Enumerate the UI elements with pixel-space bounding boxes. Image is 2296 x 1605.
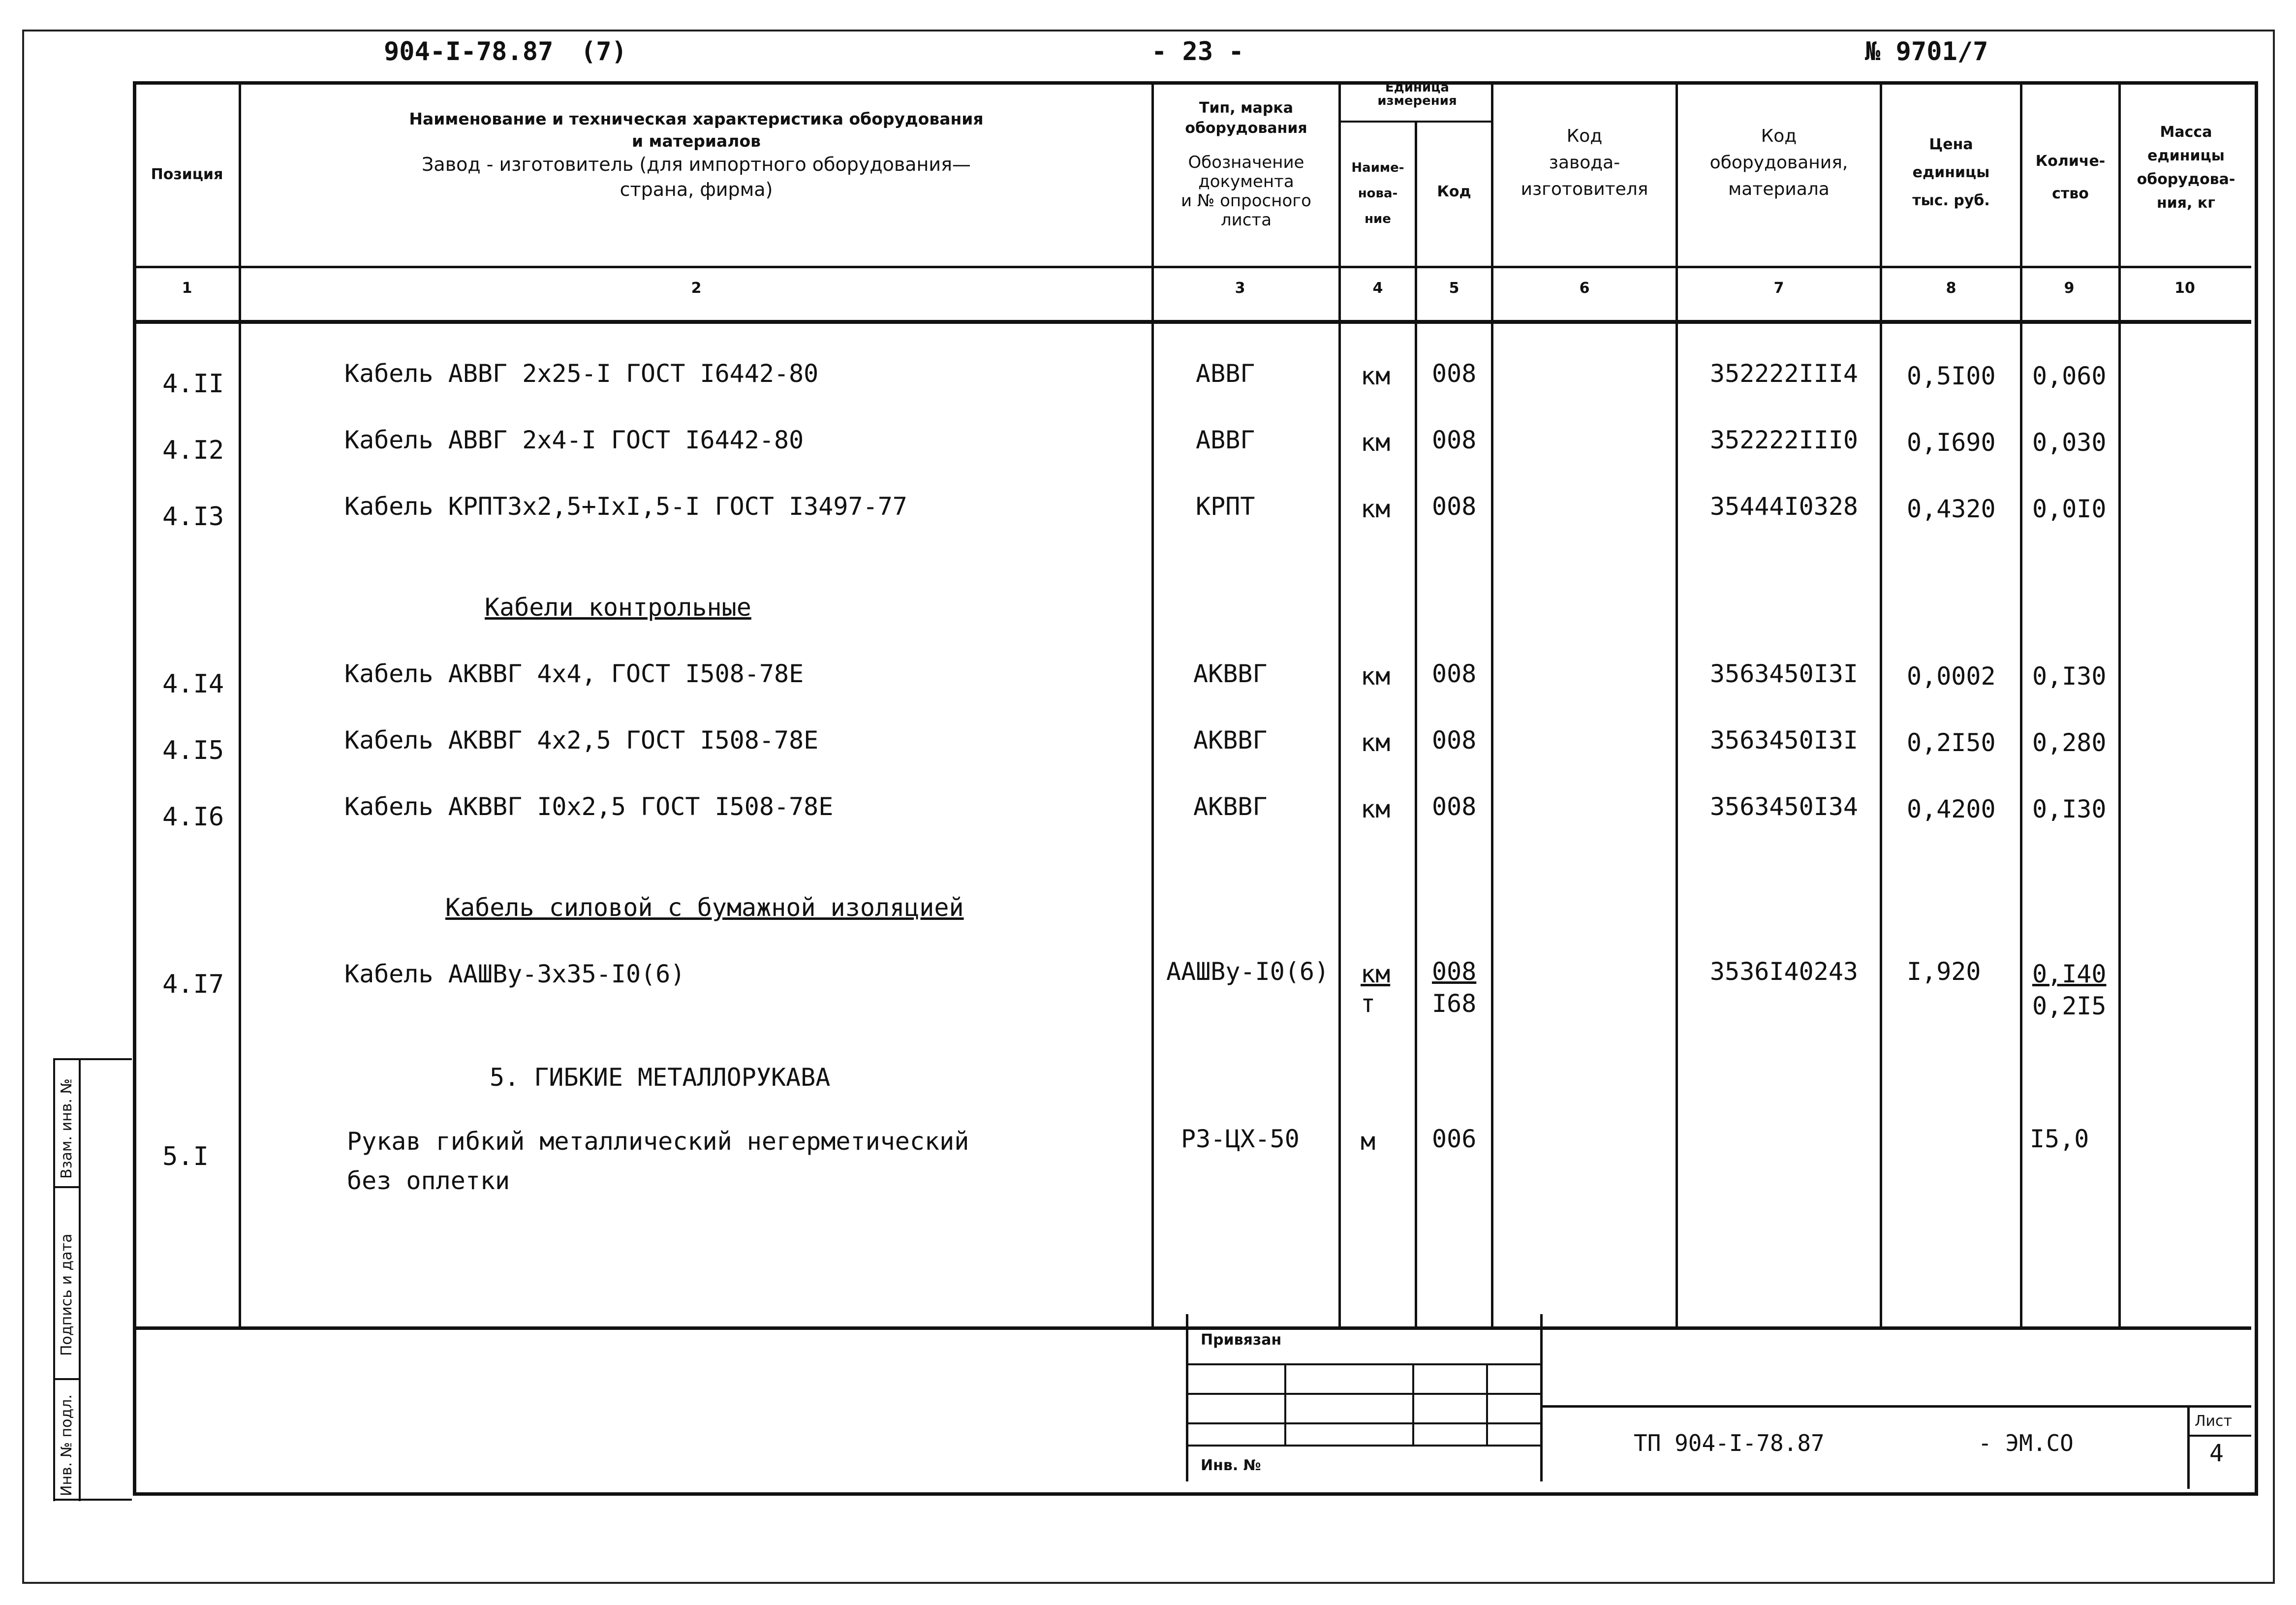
row-unit-2: т — [1361, 989, 1376, 1018]
header-type-l1: Тип, марка — [1199, 99, 1293, 117]
header-price — [1882, 130, 2020, 215]
row-type: АКВВГ — [1193, 726, 1268, 755]
title-suffix: - ЭМ.СО — [1978, 1430, 2074, 1456]
row-qty: 0,060 — [2032, 362, 2107, 390]
header-unit-code: Код — [1437, 183, 1471, 200]
row-pos: 4.II — [162, 369, 224, 399]
side-strip-top — [53, 1058, 132, 1060]
header-line — [133, 266, 2251, 268]
header-material-code-l2: оборудования, — [1709, 153, 1848, 173]
side-replace-inv: Взам. инв. № — [58, 1078, 75, 1179]
row-matcode: 3563450I34 — [1710, 792, 1859, 821]
stamp-right-border — [1540, 1314, 1543, 1481]
row-type: АКВВГ — [1193, 792, 1268, 821]
row-name: Кабель АВВГ 2х25-I ГОСТ I6442-80 — [344, 359, 819, 388]
row-type: ААШВу-I0(6) — [1166, 957, 1330, 986]
row-price: 0,5I00 — [1907, 362, 1996, 390]
row-code: 008 — [1432, 359, 1477, 388]
col-sep-4 — [1415, 121, 1417, 1326]
header-position: Позиция — [151, 166, 223, 183]
header-price-l2: единицы — [1912, 164, 1990, 181]
row-matcode: 352222III4 — [1710, 359, 1859, 388]
row-unit: км — [1361, 362, 1391, 390]
side-strip-right — [79, 1058, 81, 1501]
row-pos: 4.I5 — [162, 736, 224, 765]
header-name-l2: и материалов — [631, 131, 761, 151]
header-unit-group: Единица измерения — [1377, 80, 1457, 109]
header-qty-l1: Количе- — [2035, 153, 2106, 170]
row-code: 008 — [1432, 957, 1477, 986]
row-unit: км — [1361, 662, 1391, 691]
sheet-box-border — [2187, 1405, 2190, 1489]
row-unit: км — [1361, 495, 1391, 523]
header-type — [1154, 98, 1338, 230]
side-original-inv: Инв. № подл. — [58, 1394, 75, 1496]
header-mass-l1: Масса — [2160, 124, 2212, 141]
row-pos: 5.I — [162, 1142, 209, 1171]
header-unit-name-l2: нова- — [1358, 186, 1398, 201]
row-type: Р3-ЦХ-50 — [1181, 1125, 1300, 1153]
doc-designation: 904-I-78.87 — [384, 37, 554, 66]
row-code: 008 — [1432, 492, 1477, 521]
row-qty: 0,0I0 — [2032, 495, 2107, 523]
page-number: - 23 - — [1151, 37, 1244, 66]
colnum-3: 3 — [1235, 280, 1245, 297]
header-qty-l2: ство — [2052, 185, 2089, 202]
row-code: 008 — [1432, 426, 1477, 454]
row-code: 008 — [1432, 660, 1477, 688]
row-name: Кабель АКВВГ 4х4, ГОСТ I508-78Е — [344, 660, 804, 688]
sheet-number: 4 — [2209, 1440, 2224, 1467]
unit-group-line — [1338, 121, 1493, 123]
row-matcode: 352222III0 — [1710, 426, 1859, 454]
row-unit: км — [1361, 728, 1391, 757]
stamp-inv-label: Инв. № — [1201, 1457, 1261, 1474]
row-type: АКВВГ — [1193, 660, 1268, 688]
row-price: 0,2I50 — [1907, 728, 1996, 757]
row-matcode: 35444I0328 — [1710, 492, 1859, 521]
row-pos: 4.I4 — [162, 669, 224, 699]
row-unit: м — [1361, 1127, 1376, 1156]
header-type-l2: оборудования — [1185, 119, 1307, 137]
side-signature-date: Подпись и дата — [58, 1233, 75, 1356]
side-strip-sep-2 — [53, 1378, 81, 1380]
row-name: Кабель АВВГ 2х4-I ГОСТ I6442-80 — [344, 426, 804, 454]
row-code: 008 — [1432, 726, 1477, 755]
row-pos: 4.I2 — [162, 436, 224, 465]
row-qty: 0,280 — [2032, 728, 2107, 757]
header-unit-name — [1341, 155, 1415, 232]
row-qty: 0,030 — [2032, 428, 2107, 457]
row-matcode: 3536I40243 — [1710, 957, 1859, 986]
header-name-l4: страна, фирма) — [620, 179, 773, 201]
row-price: I,920 — [1907, 957, 1981, 986]
colnum-8: 8 — [1946, 280, 1956, 297]
row-price: 0,4200 — [1907, 795, 1996, 823]
header-mass — [2121, 121, 2251, 215]
title-top-line — [1543, 1405, 2251, 1408]
row-price: 0,4320 — [1907, 495, 1996, 523]
row-unit: км — [1361, 795, 1391, 823]
row-name: Кабель КРПТ3х2,5+IхI,5-I ГОСТ I3497-77 — [344, 492, 907, 521]
doc-variant: (7) — [581, 37, 627, 66]
row-qty-2: 0,2I5 — [2032, 992, 2107, 1020]
header-unit-name-l3: ние — [1365, 212, 1391, 226]
section-heading: Кабель силовой с бумажной изоляцией — [445, 893, 964, 922]
header-type-l5: и № опросного — [1181, 191, 1311, 211]
row-qty: 0,I30 — [2032, 795, 2107, 823]
row-name-2: без оплетки — [347, 1166, 510, 1195]
colnum-1: 1 — [182, 280, 192, 297]
header-qty — [2022, 145, 2118, 210]
stamp-bound-label: Привязан — [1201, 1331, 1282, 1349]
colnum-5: 5 — [1449, 280, 1459, 297]
row-code-2: I68 — [1432, 989, 1477, 1018]
row-type: АВВГ — [1196, 359, 1255, 388]
header-name-l1: Наименование и техническая характеристика оборудования — [409, 109, 984, 128]
header-type-l4: документа — [1198, 172, 1294, 192]
row-matcode: 3563450I3I — [1710, 660, 1859, 688]
row-name: Кабель АКВВГ 4х2,5 ГОСТ I508-78Е — [344, 726, 819, 755]
colnum-10: 10 — [2174, 280, 2195, 297]
sheet-box-line — [2187, 1435, 2251, 1437]
row-matcode: 3563450I3I — [1710, 726, 1859, 755]
header-name-l3: Завод - изготовитель (для импортного оборудования— — [422, 154, 971, 176]
colnum-6: 6 — [1579, 280, 1590, 297]
header-mass-l3: оборудова- — [2137, 171, 2235, 188]
header-material-code-l3: материала — [1728, 179, 1830, 199]
row-qty: I5,0 — [2030, 1125, 2089, 1153]
header-material-code — [1678, 123, 1880, 203]
stamp-col-2 — [1412, 1363, 1414, 1445]
row-unit: км — [1361, 428, 1391, 457]
side-strip-sep-1 — [53, 1186, 81, 1188]
row-name: Рукав гибкий металлический негерметический — [347, 1127, 969, 1156]
stamp-line-4 — [1186, 1445, 1540, 1447]
header-factory-code — [1493, 123, 1675, 203]
colnum-4: 4 — [1372, 280, 1383, 297]
side-strip-bottom — [53, 1499, 132, 1501]
row-qty: 0,I40 — [2032, 960, 2107, 988]
header-name — [246, 108, 1147, 203]
row-code: 006 — [1432, 1125, 1477, 1153]
header-material-code-l1: Код — [1761, 126, 1797, 146]
colnum-line — [133, 320, 2251, 324]
header-factory-code-l2: завода- — [1549, 153, 1620, 173]
stamp-col-3 — [1486, 1363, 1488, 1445]
header-mass-l4: ния, кг — [2157, 194, 2215, 212]
header-unit-name-l1: Наиме- — [1351, 160, 1404, 175]
side-strip-left — [53, 1058, 55, 1501]
section-heading: Кабели контрольные — [485, 593, 751, 622]
sheet-label: Лист — [2195, 1413, 2233, 1430]
row-pos: 4.I7 — [162, 970, 224, 999]
row-code: 008 — [1432, 792, 1477, 821]
header-mass-l2: единицы — [2147, 147, 2225, 164]
header-type-l3: Обозначение — [1188, 153, 1304, 172]
header-price-l3: тыс. руб. — [1912, 192, 1990, 209]
header-price-l1: Цена — [1929, 136, 1973, 153]
colnum-9: 9 — [2064, 280, 2075, 297]
header-type-l6: листа — [1220, 210, 1272, 230]
header-factory-code-l1: Код — [1566, 126, 1603, 146]
stamp-left-border — [1186, 1314, 1188, 1481]
body-bottom-line — [133, 1326, 2251, 1330]
section-heading: 5. ГИБКИЕ МЕТАЛЛОРУКАВА — [490, 1063, 831, 1092]
colnum-2: 2 — [691, 280, 702, 297]
row-price: 0,I690 — [1907, 428, 1996, 457]
header-factory-code-l3: изготовителя — [1520, 179, 1648, 199]
row-price: 0,0002 — [1907, 662, 1996, 691]
row-qty: 0,I30 — [2032, 662, 2107, 691]
row-name: Кабель ААШВу-3х35-I0(6) — [344, 960, 685, 988]
row-pos: 4.I6 — [162, 802, 224, 832]
row-name: Кабель АКВВГ I0х2,5 ГОСТ I508-78Е — [344, 792, 834, 821]
row-pos: 4.I3 — [162, 502, 224, 532]
stamp-col-1 — [1284, 1363, 1286, 1445]
row-unit: км — [1361, 960, 1391, 988]
register-number: № 9701/7 — [1865, 37, 1988, 66]
row-type: КРПТ — [1196, 492, 1255, 521]
row-type: АВВГ — [1196, 426, 1255, 454]
colnum-7: 7 — [1773, 280, 1784, 297]
title-code: ТП 904-I-78.87 — [1634, 1430, 1825, 1456]
